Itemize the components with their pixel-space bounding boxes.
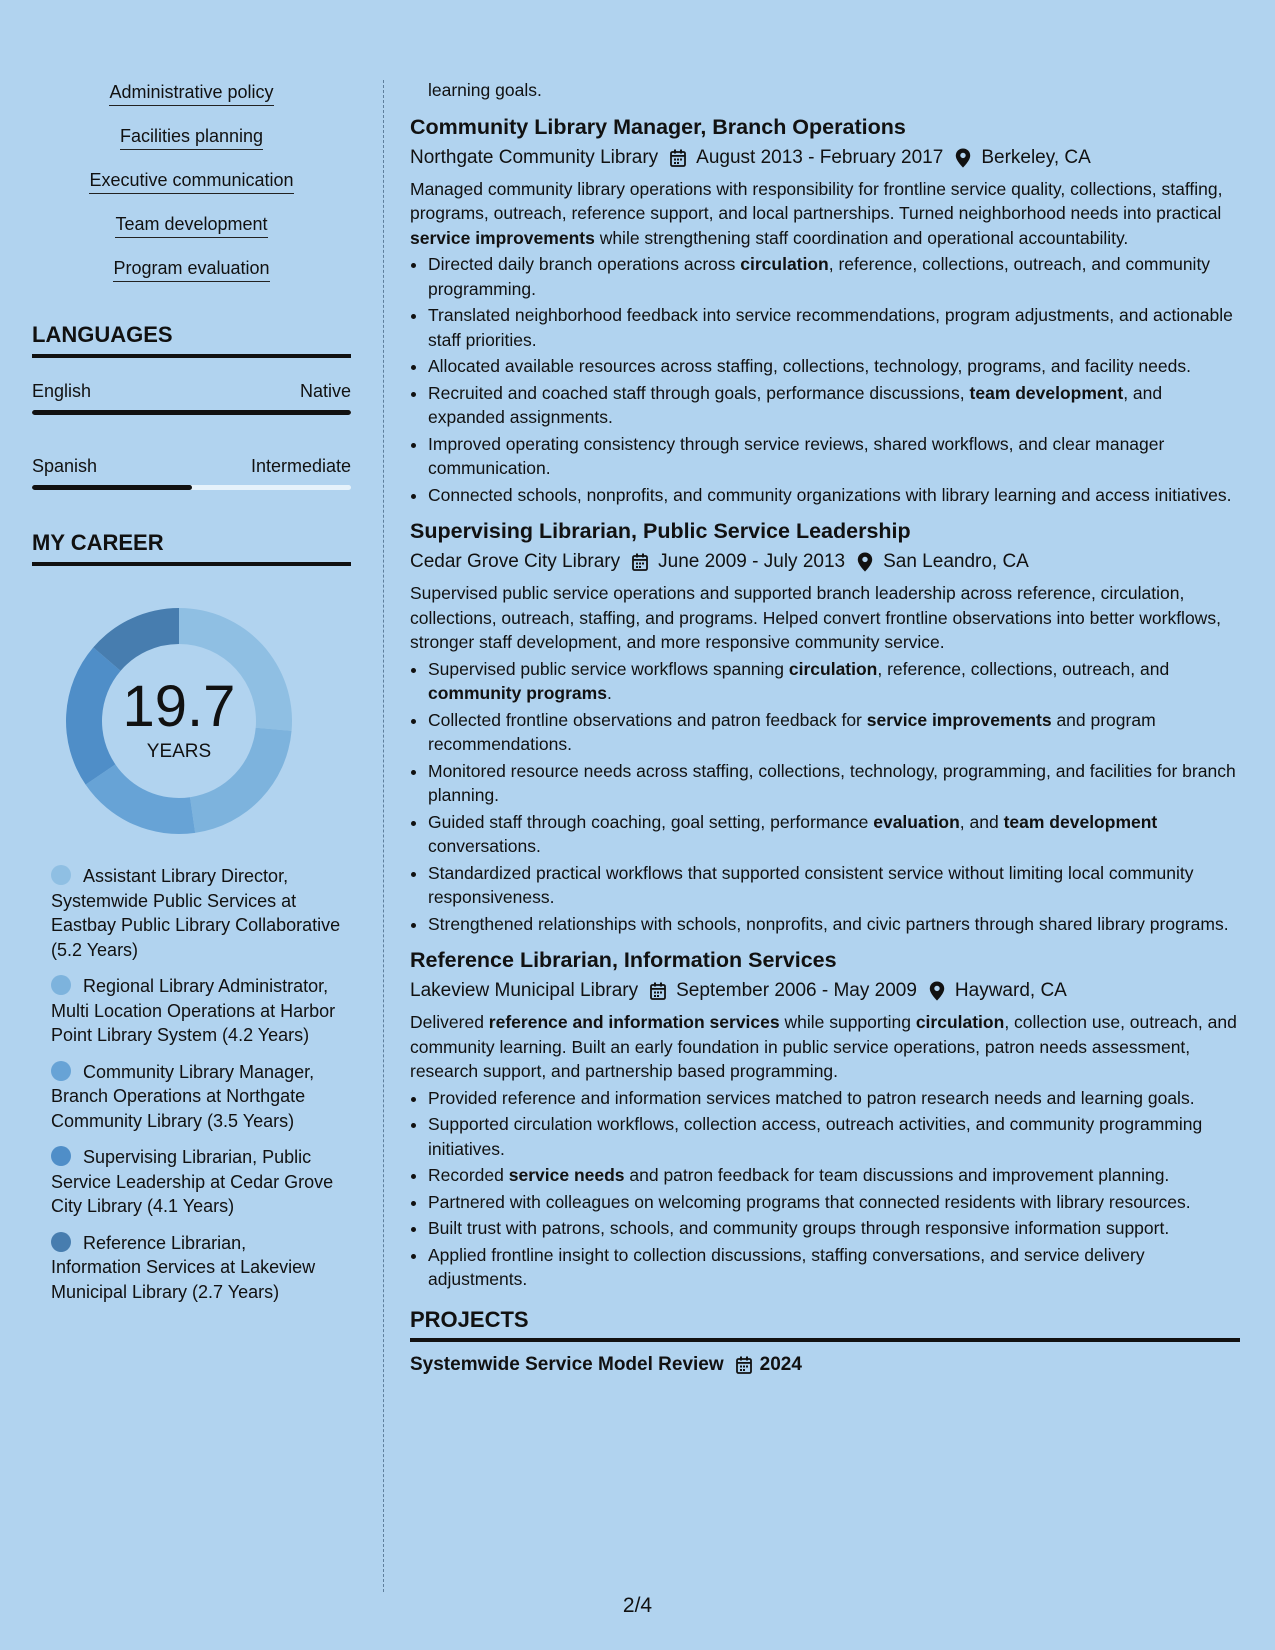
legend-dot — [51, 865, 71, 885]
skill-item: Facilities planning — [32, 124, 351, 150]
job-organization: Lakeview Municipal Library — [410, 980, 639, 1001]
legend-label: Supervising Librarian, Public Service Leadership at Cedar Grove City Library (4.1 Years) — [51, 1147, 334, 1216]
map-pin-icon — [857, 552, 873, 572]
job-description: Supervised public service operations and supported branch leadership across reference, circulation, collections, outreach, staffing, and programs. Helped convert frontline observations into better workflows, stronger staff development, and more responsive community service. — [410, 583, 1221, 652]
job-location: San Leandro, CA — [883, 551, 1029, 572]
calendar-icon — [670, 149, 686, 167]
career-total-unit: YEARS — [146, 741, 212, 762]
job-bullet: • Recruited and coached staff through goals, performance discussions, team development, and expanded assignments. — [428, 381, 1240, 430]
legend-label: Assistant Library Director, Systemwide Public Services at Eastbay Public Library Collaborative (5.2 Years) — [51, 866, 341, 960]
job-bullet: • Improved operating consistency through service reviews, shared workflows, and clear manager communication. — [428, 432, 1240, 481]
language-row — [32, 380, 351, 402]
legend-dot — [51, 1232, 71, 1252]
job-location: Hayward, CA — [954, 980, 1067, 1001]
job-bullets — [410, 657, 1240, 937]
skill-item: Team development — [32, 212, 351, 238]
job-title: Reference Librarian, Information Services — [410, 948, 837, 972]
career-legend-item — [51, 1231, 341, 1305]
job-bullet: • Applied frontline insight to collection discussions, staffing conversations, and service delivery adjustments. — [428, 1243, 1240, 1292]
language-level: Intermediate — [250, 456, 351, 476]
job-description: Managed community library operations with responsibility for frontline service quality, collections, staffing, programs, outreach, reference support, and local partnerships. Turned neighborhood needs into practical service improvements while strengthening staff coordination and operational accountability. — [410, 178, 1223, 248]
calendar-icon — [736, 1356, 752, 1374]
job-bullet: • Directed daily branch operations across circulation, reference, collections, outreach, and community programming. — [428, 252, 1240, 301]
job-bullet: • Partnered with colleagues on welcoming programs that connected residents with library resources. — [428, 1190, 1240, 1215]
job-meta — [410, 549, 1240, 575]
job-bullet: • Recorded service needs and patron feedback for team discussions and improvement planning. — [428, 1163, 1240, 1188]
legend-dot — [51, 1146, 71, 1166]
legend-dot — [51, 1061, 71, 1081]
language-level: Native — [299, 381, 351, 401]
map-pin-icon — [955, 148, 971, 168]
legend-label: Regional Library Administrator, Multi Location Operations at Harbor Point Library System (4.2 Years) — [51, 976, 336, 1045]
job-bullet: • Provided reference and information services matched to patron research needs and learning goals. — [428, 1086, 1240, 1111]
job-organization: Cedar Grove City Library — [410, 551, 621, 572]
career-legend-item — [51, 974, 341, 1048]
job-dates: August 2013 - February 2017 — [696, 146, 944, 168]
legend-label: Reference Librarian, Information Services at Lakeview Municipal Library (2.7 Years) — [51, 1232, 316, 1302]
job-bullet: • Allocated available resources across staffing, collections, technology, programs, and facility needs. — [428, 354, 1240, 379]
language-row — [32, 455, 351, 477]
job-location: Berkeley, CA — [981, 146, 1091, 168]
column-divider — [383, 80, 384, 1592]
left-column — [32, 80, 351, 1316]
page-number: 2/4 — [622, 1594, 653, 1617]
language-bar — [32, 485, 351, 490]
language-bar-fill — [32, 485, 192, 490]
legend-dot — [51, 975, 71, 995]
job-bullet: • Translated neighborhood feedback into service recommendations, program adjustments, and actionable staff priorities. — [428, 303, 1240, 352]
job-dates: September 2006 - May 2009 — [676, 980, 917, 1001]
skill-item: Program evaluation — [32, 256, 351, 282]
job-meta — [410, 978, 1240, 1004]
career-total-value: 19.7 — [122, 674, 236, 739]
languages-heading: LANGUAGES — [32, 322, 351, 358]
experience-list — [410, 113, 1240, 1292]
career-donut — [64, 606, 294, 836]
job-organization: Northgate Community Library — [410, 146, 659, 168]
job-bullet: • Monitored resource needs across staffing, collections, technology, programming, and facilities for branch planning. — [428, 759, 1240, 808]
project-name: Systemwide Service Model Review — [410, 1354, 724, 1375]
job-title: Supervising Librarian, Public Service Leadership — [410, 519, 911, 543]
career-total — [64, 606, 294, 836]
language-name: English — [32, 381, 92, 401]
job-bullets — [410, 252, 1240, 507]
calendar-icon — [632, 553, 648, 571]
skills-list — [32, 80, 351, 282]
job-entry — [410, 517, 1240, 936]
job-bullet: • Connected schools, nonprofits, and community organizations with library learning and access initiatives. — [428, 483, 1240, 508]
job-entry — [410, 113, 1240, 508]
calendar-icon — [650, 982, 666, 1000]
job-entry — [410, 946, 1240, 1292]
language-bar-fill — [32, 410, 351, 415]
career-legend — [32, 864, 341, 1304]
career-legend-item — [51, 1060, 341, 1134]
job-meta — [410, 145, 1240, 171]
language-bar — [32, 410, 351, 415]
job-bullet: • Collected frontline observations and patron feedback for service improvements and program recommendations. — [428, 708, 1240, 757]
job-title: Community Library Manager, Branch Operations — [410, 114, 906, 139]
job-dates: June 2009 - July 2013 — [658, 551, 846, 572]
job-description: Delivered reference and information services while supporting circulation, collection use, outreach, and community learning. Built an early foundation in public service operations, patron needs assessment, research support, and partnership based programming. — [410, 1012, 1237, 1081]
job-bullet: • Guided staff through coaching, goal setting, performance evaluation, and team development conversations. — [428, 810, 1240, 859]
legend-label: Community Library Manager, Branch Operations at Northgate Community Library (3.5 Years) — [51, 1061, 315, 1131]
job-bullet: • Built trust with patrons, schools, and community groups through responsive information support. — [428, 1216, 1240, 1241]
career-heading: MY CAREER — [32, 530, 351, 566]
languages-list — [32, 380, 351, 490]
job-bullet: • Standardized practical workflows that supported consistent service without limiting local community responsiveness. — [428, 861, 1240, 910]
career-legend-item — [51, 1145, 341, 1219]
job-bullet: • Supervised public service workflows spanning circulation, reference, collections, outreach, and community programs. — [428, 657, 1240, 706]
continued-text: learning goals. — [428, 80, 542, 100]
project-year: 2024 — [759, 1354, 802, 1375]
career-legend-item — [51, 864, 341, 962]
skill-item: Administrative policy — [32, 80, 351, 106]
job-bullet: • Strengthened relationships with schools, nonprofits, and civic partners through shared library programs. — [428, 912, 1240, 937]
projects-heading: PROJECTS — [410, 1308, 1240, 1343]
project-item — [410, 1352, 1240, 1378]
job-bullet: • Supported circulation workflows, collection access, outreach activities, and community programming initiatives. — [428, 1112, 1240, 1161]
map-pin-icon — [929, 981, 945, 1001]
language-name: Spanish — [32, 456, 98, 476]
skill-item: Executive communication — [32, 168, 351, 194]
job-bullets — [410, 1086, 1240, 1292]
right-column — [410, 78, 1240, 1378]
